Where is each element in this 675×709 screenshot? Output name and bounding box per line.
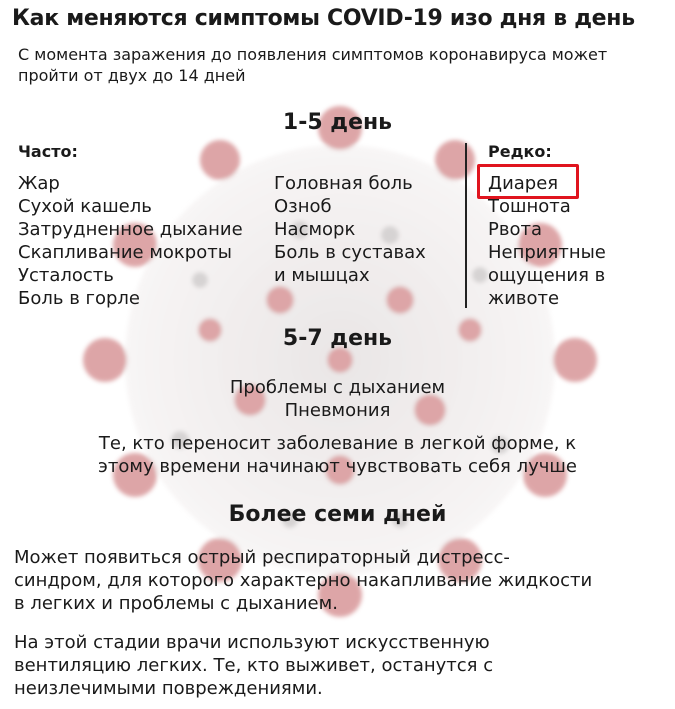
list-item: Тошнота [488, 196, 571, 217]
rare-label: Редко: [488, 142, 552, 161]
list-item: Усталость [18, 265, 114, 286]
symptom-line: Пневмония [284, 400, 391, 421]
column-divider [465, 143, 467, 308]
list-item: Диарея [488, 173, 559, 194]
list-item: Боль в горле [18, 288, 141, 309]
often-list-col1 [18, 172, 243, 310]
stage2-heading: 5-7 день [282, 326, 393, 351]
paragraph-line: вентиляцию легких. Те, кто выживет, останутся с [14, 655, 494, 676]
stage2-note [0, 432, 675, 478]
list-item: животе [488, 288, 560, 309]
note-line: этому времени начинают чувствовать себя лучше [98, 456, 577, 477]
list-item: Скапливание мокроты [18, 242, 232, 263]
stage1-heading: 1-5 день [282, 110, 393, 135]
paragraph-line: Может появиться острый респираторный дистресс- [14, 547, 510, 568]
paragraph-line: синдром, для которого характерно накапливание жидкости [14, 570, 593, 591]
paragraph-line: На этой стадии врачи используют искусственную [14, 632, 490, 653]
list-item: и мышцах [274, 265, 370, 286]
often-label: Часто: [18, 142, 78, 161]
list-item: Озноб [274, 196, 332, 217]
paragraph-line: в легких и проблемы с дыханием. [14, 593, 338, 614]
page-subtitle: С момента заражения до появления симптомов коронавируса может пройти от двух до 14 дней [18, 45, 608, 85]
list-item: Сухой кашель [18, 196, 152, 217]
list-item: Затрудненное дыхание [18, 219, 243, 240]
symptom-line: Проблемы с дыханием [229, 377, 446, 398]
stage3-paragraph-2 [14, 631, 669, 700]
list-item: Насморк [274, 219, 356, 240]
list-item: Головная боль [274, 173, 413, 194]
often-list-col2 [274, 172, 426, 287]
diarrhea-highlight-box [477, 164, 579, 199]
stage3-paragraph-1 [14, 546, 669, 615]
stage3-heading: Более семи дней [228, 502, 447, 527]
list-item: Неприятные [488, 242, 606, 263]
page-title: Как меняются симптомы COVID-19 изо дня в день [12, 6, 635, 31]
list-item: Рвота [488, 219, 542, 240]
paragraph-line: неизлечимыми повреждениями. [14, 678, 323, 699]
stage2-symptoms [0, 376, 675, 422]
note-line: Те, кто переносит заболевание в легкой форме, к [98, 433, 577, 454]
list-item: Жар [18, 173, 60, 194]
list-item: ощущения в [488, 265, 606, 286]
list-item: Боль в суставах [274, 242, 426, 263]
